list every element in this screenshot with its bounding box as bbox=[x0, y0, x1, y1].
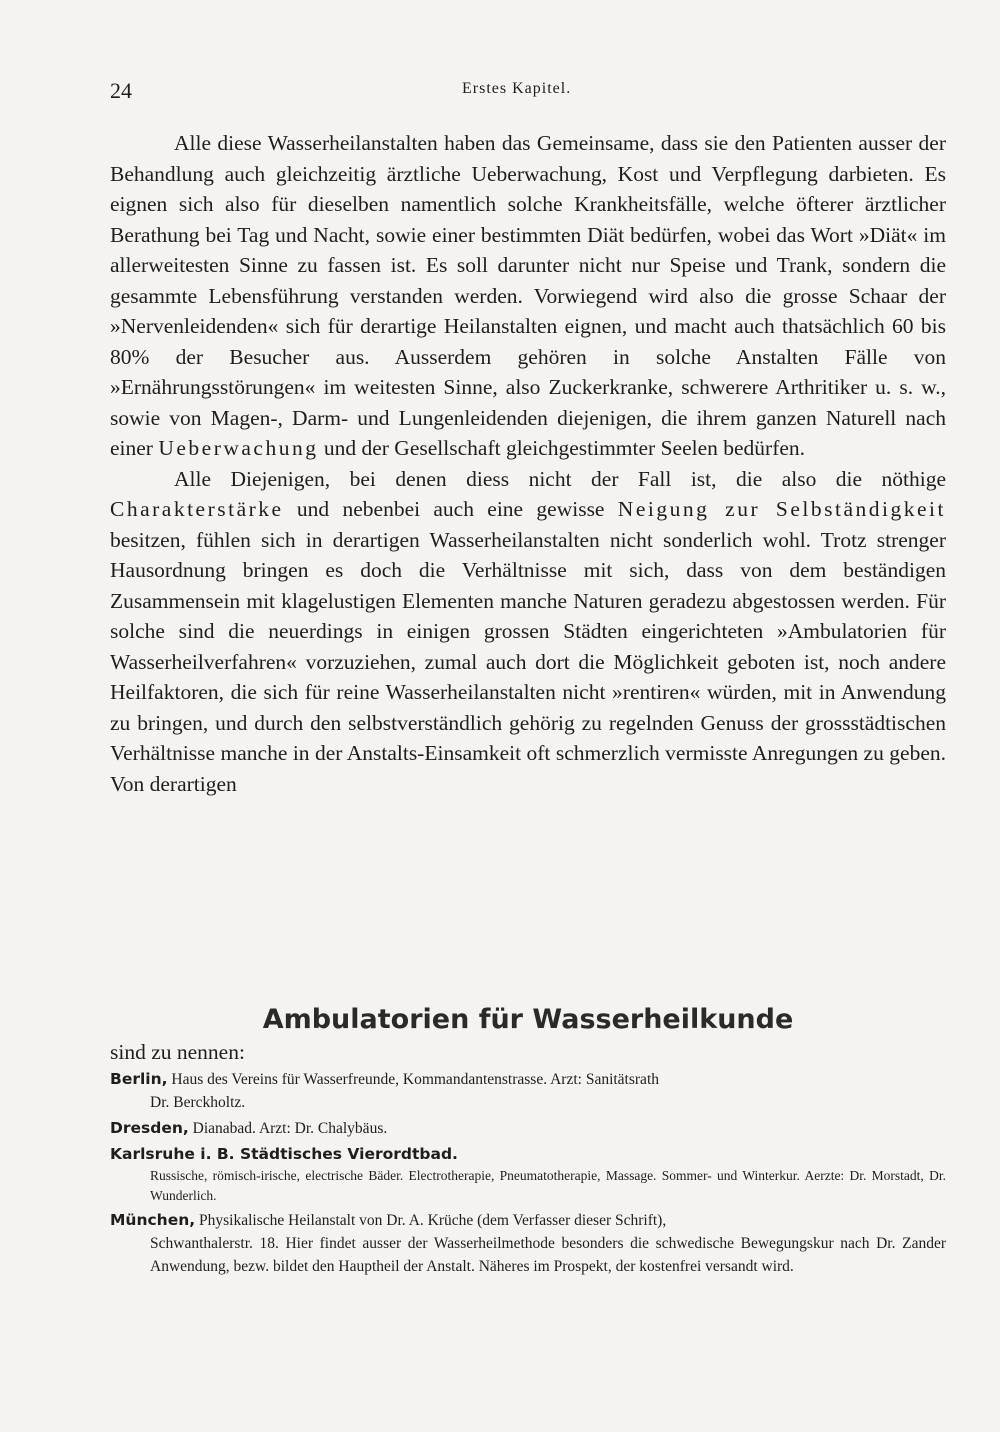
paragraph-2-text-b: und nebenbei auch eine gewisse bbox=[283, 497, 618, 521]
paragraph-1-text-b: und der Gesellschaft gleichgestimmter Seelen bedürfen. bbox=[318, 436, 806, 460]
list-item-dresden bbox=[110, 1117, 946, 1140]
institution-list bbox=[110, 1068, 946, 1281]
entry-continuation: Russische, römisch-irische, electrische Bäder. Electrotherapie, Pneumatotherapie, Massage. Sommer- und Winterkur. Aerzte: Dr. Morstadt, Dr. Wunderlich. bbox=[150, 1168, 946, 1203]
body-text bbox=[110, 128, 946, 799]
place-name: Dresden, bbox=[110, 1119, 189, 1137]
entry-text: Physikalische Heilanstalt von Dr. A. Krüche (dem Verfasser dieser Schrift), bbox=[195, 1212, 667, 1229]
paragraph-1-text-a: Alle diese Wasserheilanstalten haben das Gemeinsame, dass sie den Patienten ausser der Behandlung auch gleichzeitig ärztliche Ueberwachung, Kost und Verpflegung darbieten. Es eignen sich also für dieselben namentlich solche Krankheitsfälle, welche öfterer ärztlicher Berathung bei Tag und Nacht, sowie einer bestimmten Diät bedürfen, wobei das Wort »Diät« im allerweitesten Sinne zu fassen ist. Es soll darunter nicht nur Speise und Trank, sondern die gesammte Lebensführung verstanden werden. Vorwiegend wird also die grosse Schaar der »Nervenleidenden« sich für derartige Heilanstalten eignen, und macht auch thatsächlich 60 bis 80% der Besucher aus. Ausserdem gehören in solche Anstalten Fälle von »Ernährungsstörungen« im weitesten Sinne, also Zuckerkranke, schwerere Arthritiker u. s. w., sowie von Magen-, Darm- und Lungenleidenden diejenigen, die ihrem ganzen Naturell nach einer bbox=[110, 131, 946, 460]
entry-continuation: Dr. Berckholtz. bbox=[150, 1094, 246, 1111]
place-name: München, bbox=[110, 1211, 196, 1229]
paragraph-1-emphasis: Ueberwachung bbox=[158, 436, 319, 460]
paragraph-2-text-a: Alle Diejenigen, bei denen diess nicht der Fall ist, die also die nöthige bbox=[174, 466, 946, 491]
paragraph-2-text-c: besitzen, fühlen sich in derartigen Wasserheilanstalten nicht sonderlich wohl. Trotz strenger Hausordnung bringen es doch die Verhältnisse mit sich, dass von dem beständigen Zusammensein mit klagelustigen Elementen manche Naturen geradezu abgestossen werden. Für solche sind die neuerdings in einigen grossen Städten eingerichteten »Ambulatorien für Wasserheilverfahren« vorzuziehen, zumal auch dort die Möglichkeit geboten ist, noch andere Heilfaktoren, die sich für reine Wasserheilanstalten nicht »rentiren« würden, mit in Anwendung zu bringen, und durch den selbstverständlich gehörig zu regelnden Genuss der grossstädtischen Verhältnisse manche in der Anstalts-Einsamkeit oft schmerzlich vermisste Anregungen zu geben. Von derartigen bbox=[110, 527, 946, 796]
entry-continuation: Schwanthalerstr. 18. Hier findet ausser der Wasserheilmethode besonders die schwedische Bewegungskur nach Dr. Zander Anwendung, bezw. bildet den Hauptheil der Anstalt. Näheres im Prospekt, der kostenfrei versandt wird. bbox=[150, 1235, 946, 1275]
paragraph-2 bbox=[110, 464, 946, 800]
paragraph-2-emphasis-2: Neigung zur Selbständigkeit bbox=[617, 497, 946, 521]
list-item-muenchen bbox=[110, 1209, 946, 1278]
list-item-berlin bbox=[110, 1068, 946, 1114]
place-name: Berlin, bbox=[110, 1070, 168, 1088]
section-heading: Ambulatorien für Wasserheilkunde bbox=[262, 1004, 794, 1035]
list-item-karlsruhe bbox=[110, 1143, 946, 1206]
page-header bbox=[110, 78, 946, 108]
place-name: Karlsruhe i. B. Städtisches Vierordtbad. bbox=[110, 1145, 458, 1163]
page-number: 24 bbox=[110, 78, 132, 103]
entry-text: Dianabad. Arzt: Dr. Chalybäus. bbox=[188, 1120, 388, 1137]
running-head: Erstes Kapitel. bbox=[462, 80, 572, 97]
paragraph-2-emphasis-1: Charakterstärke bbox=[110, 497, 284, 521]
list-intro: sind zu nennen: bbox=[110, 1040, 245, 1064]
paragraph-1 bbox=[110, 128, 946, 464]
entry-text: Haus des Vereins für Wasserfreunde, Kommandantenstrasse. Arzt: Sanitätsrath bbox=[167, 1071, 659, 1088]
